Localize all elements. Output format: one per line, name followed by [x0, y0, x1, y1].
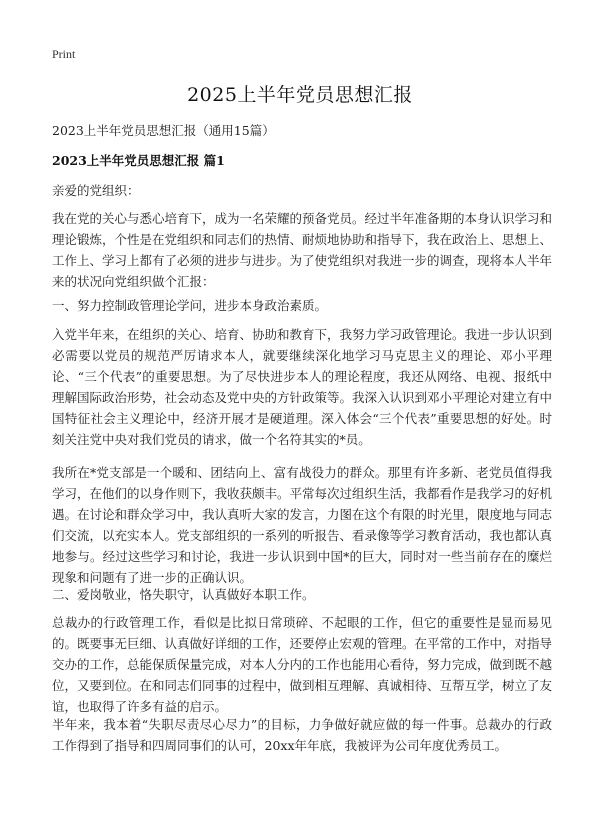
body-paragraph: 入党半年来，在组织的关心、培育、协助和教育下，我努力学习政管理论。我进一步认识到必需要以党员的规范严厉请求本人，就要继续深化地学习马克思主义的理论、邓小平理论、“三个代表”的重要思想。为了尽快进步本人的理论程度，我还从网络、电视、报纸中理解国际政治形势，社会动态及党中央的方针政策等。我深入认识到邓小平理论对建立有中国特征社会主义理论中，经济开展才是硬道理。深入体会“三个代表”重要思想的好处。时刻关注党中央对我们党员的请求，做一个名符其实的*员。 — [52, 327, 553, 447]
document-title: 2025上半年党员思想汇报 — [187, 84, 413, 106]
body-paragraph: 总裁办的行政管理工作，看似是比拟日常琐碎、不起眼的工作，但它的重要性是显而易见的。既要事无巨细、认真做好详细的工作，还要停止宏观的管理。在平常的工作中，对指导交办的工作，总能保质保量完成，对本人分内的工作也能用心看待，努力完成，做到既不越位，又要到位。在和同志们同事的过程中，做到相互理解、真诚相待、互帮互学，树立了友谊，也取得了许多有益的启示。 — [52, 615, 553, 714]
subheading-one: 一、努力控制政管理论学问，进步本身政治素质。 — [52, 298, 328, 313]
intro-paragraph: 我在党的关心与悉心培育下，成为一名荣耀的预备党员。经过半年准备期的本身认识学习和理论锻炼，个性是在党组织和同志们的热情、耐烦地协助和指导下，我在政治上、思想上、工作上、学习上都有了必须的进步与进步。为了使党组织对我进一步的调查，现将本人半年来的状况向党组织做个汇报： — [52, 211, 553, 289]
salutation: 亲爱的党组织： — [52, 183, 140, 198]
body-paragraph: 半年来，我本着“失职尽责尽心尽力”的目标，力争做好就应做的每一件事。总裁办的行政工作得到了指导和四周同事们的认可，20xx年年底，我被评为公司年度优秀员工。 — [52, 717, 552, 753]
subheading-two: 二、爱岗敬业，恪失职守，认真做好本职工作。 — [52, 587, 315, 602]
document-subtitle: 2023上半年党员思想汇报（通用15篇） — [52, 123, 275, 138]
print-link[interactable]: Print — [52, 47, 76, 61]
body-paragraph: 我所在*党支部是一个暖和、团结向上、富有战役力的群众。那里有许多新、老党员值得我学习，在他们的以身作则下，我收获颇丰。平常每次过组织生活，我都看作是我学习的好机遇。在讨论和群众学习中，我认真听大家的发言，力图在这个有限的时光里，限度地与同志们交流，以充实本人。党支部组织的一系列的听报告、看录像等学习教育活动，我也都认真地参与。经过这些学习和讨论，我进一步认识到中国*的巨大，同时对一些当前存在的糜烂现象和问题有了进一步的正确认识。 — [52, 465, 553, 585]
section-heading: 2023上半年党员思想汇报 篇1 — [52, 153, 225, 168]
